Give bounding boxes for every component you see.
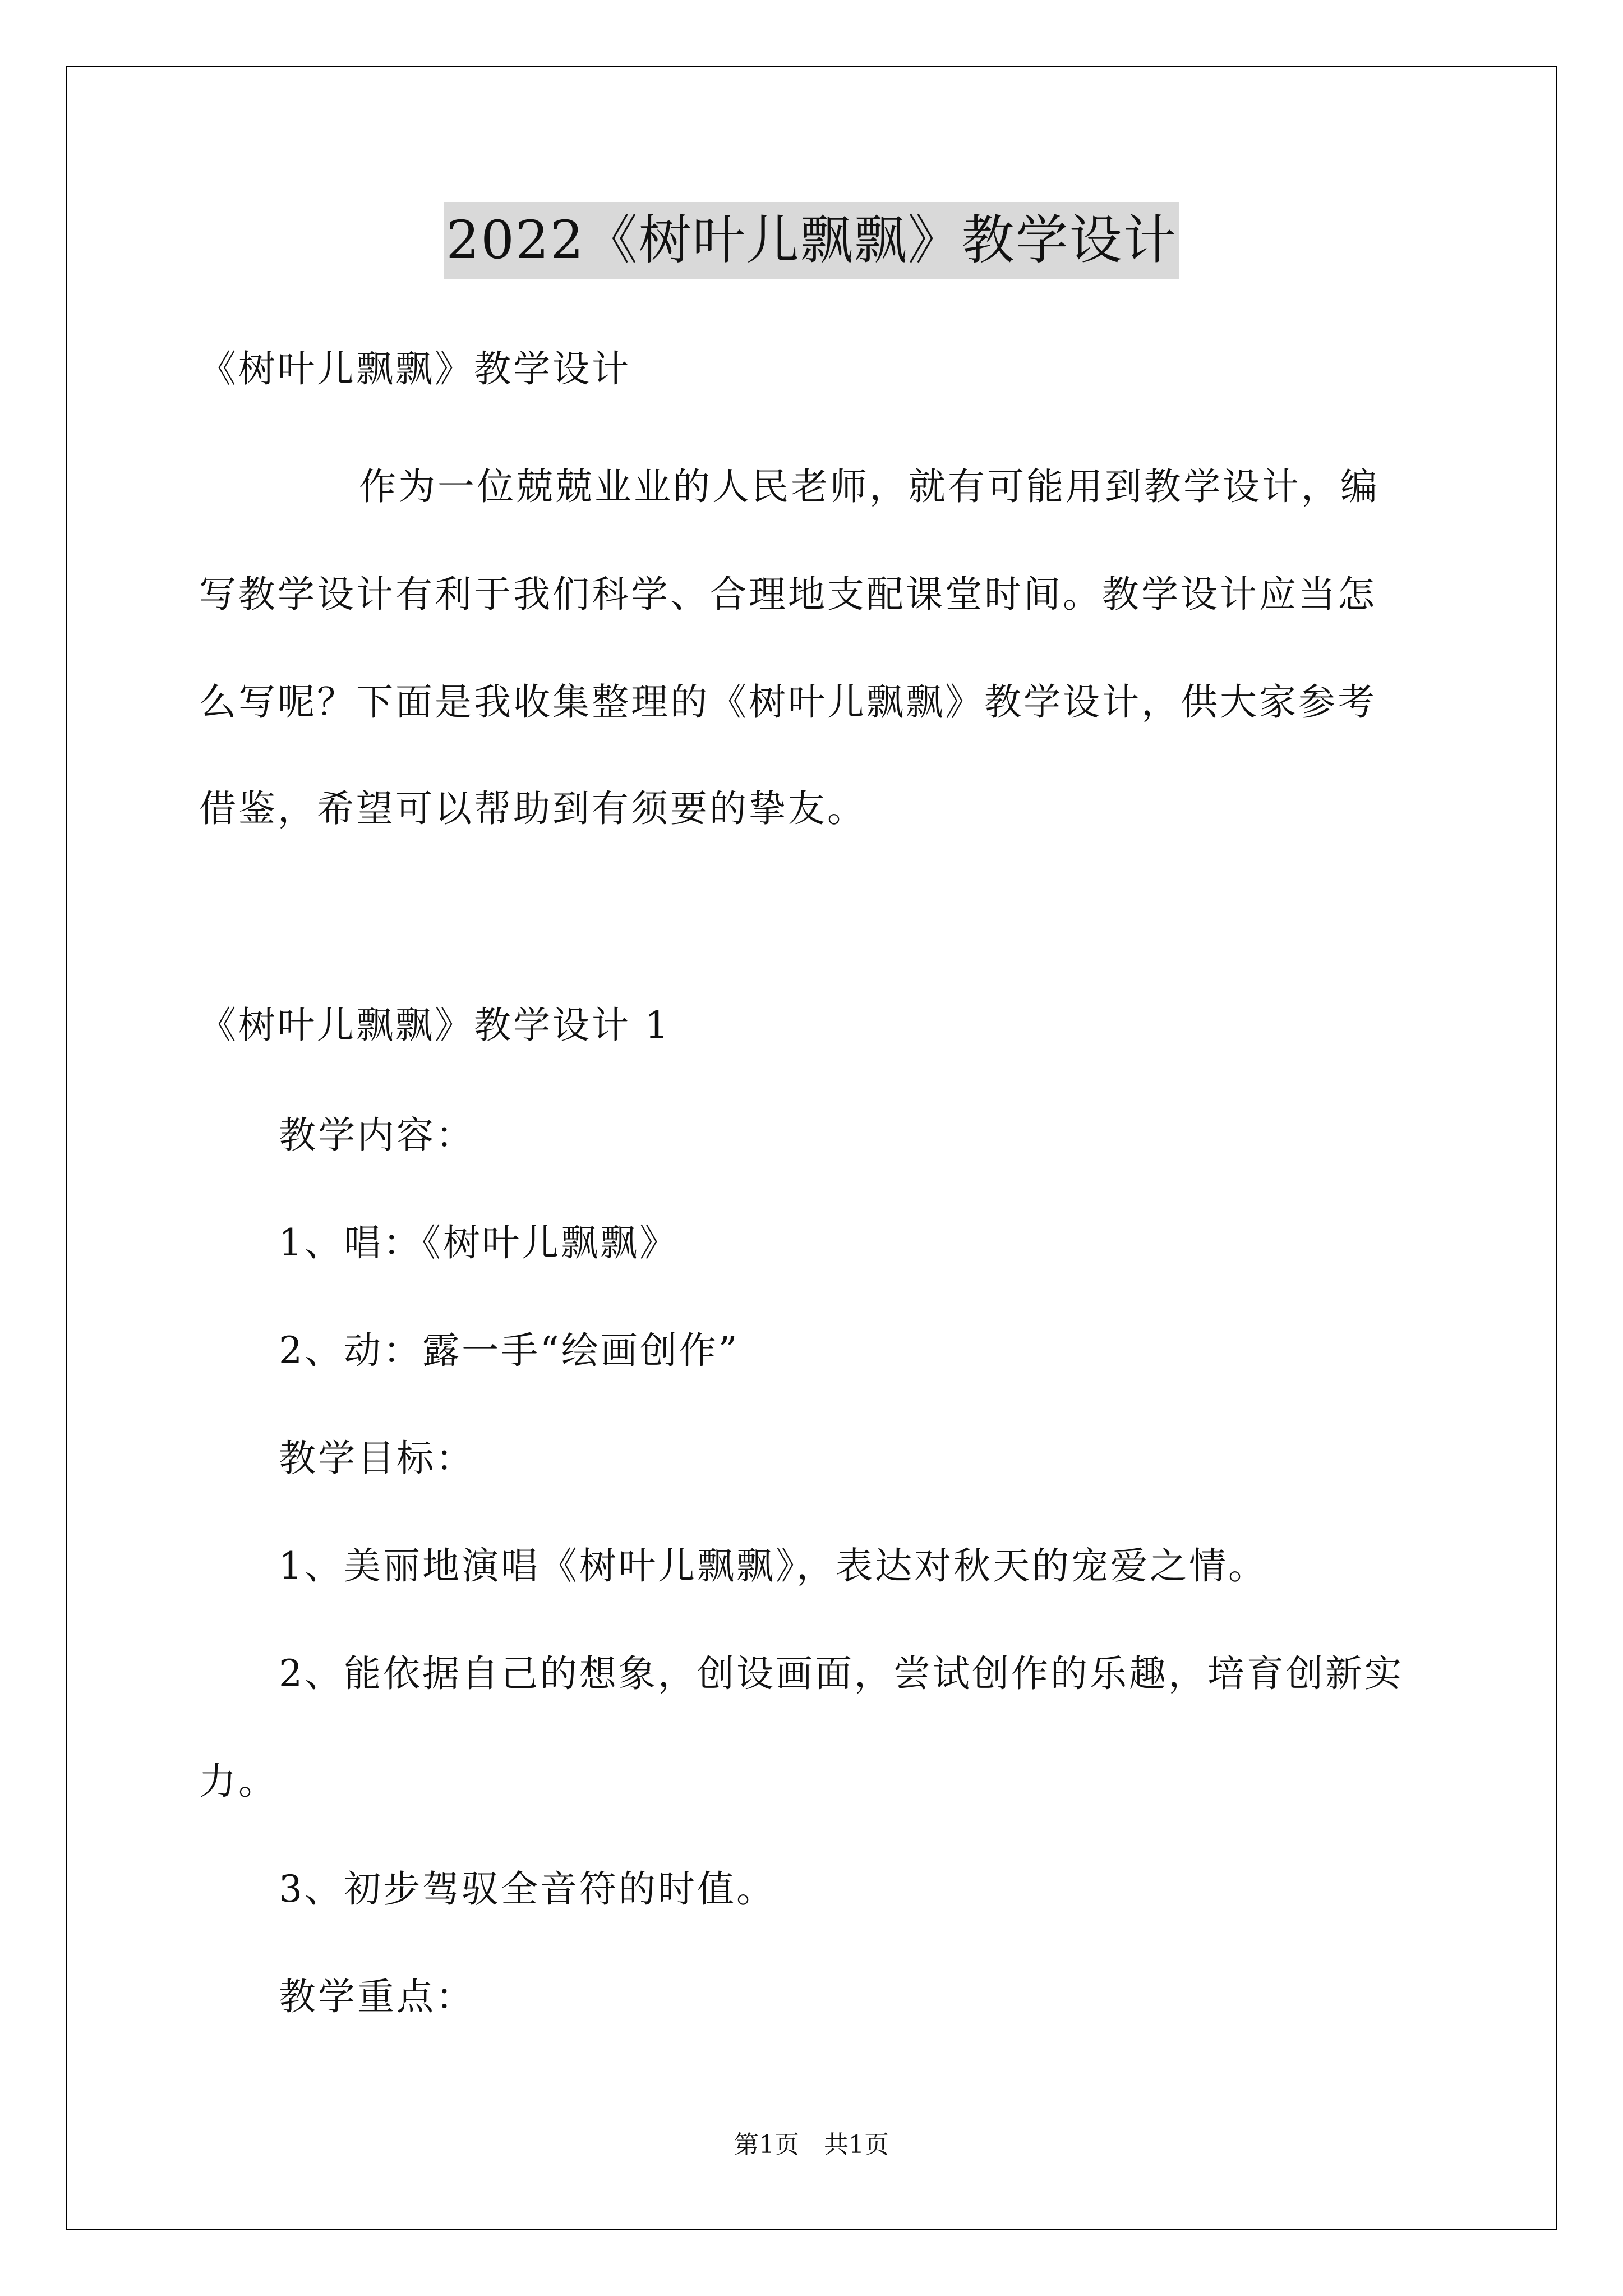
goal-line-1: 1、美丽地演唱《树叶儿飘飘》，表达对秋天的宠爱之情。 xyxy=(279,1544,1267,1588)
document-title: 2022《树叶儿飘飘》教学设计 xyxy=(444,202,1179,279)
goal-line-3: 力。 xyxy=(199,1760,278,1803)
goal-line-4: 3、初步驾驭全音符的时值。 xyxy=(279,1867,776,1911)
intro-line-4: 借鉴，希望可以帮助到有须要的挚友。 xyxy=(199,787,866,830)
focus-heading: 教学重点： xyxy=(279,1975,475,2018)
intro-line-3: 么写呢？下面是我收集整理的《树叶儿飘飘》教学设计，供大家参考 xyxy=(199,680,1377,724)
content-item-1: 1、唱：《树叶儿飘飘》 xyxy=(279,1221,679,1264)
section-title: 《树叶儿飘飘》教学设计 1 xyxy=(199,1004,671,1047)
goals-heading: 教学目标： xyxy=(279,1437,475,1480)
intro-line-1: 作为一位兢兢业业的人民老师，就有可能用到教学设计，编 xyxy=(359,465,1380,508)
goal-line-2: 2、能依据自己的想象，创设画面，尝试创作的乐趣，培育创新实 xyxy=(279,1652,1404,1695)
content-heading: 教学内容： xyxy=(279,1114,475,1157)
intro-line-2: 写教学设计有利于我们科学、合理地支配课堂时间。教学设计应当怎 xyxy=(199,573,1377,616)
title-block xyxy=(0,202,1623,279)
content-item-2: 2、动：露一手“绘画创作” xyxy=(279,1329,740,1372)
page-footer: 第1页 共1页 xyxy=(734,2131,889,2159)
document-subtitle: 《树叶儿飘飘》教学设计 xyxy=(199,347,631,390)
